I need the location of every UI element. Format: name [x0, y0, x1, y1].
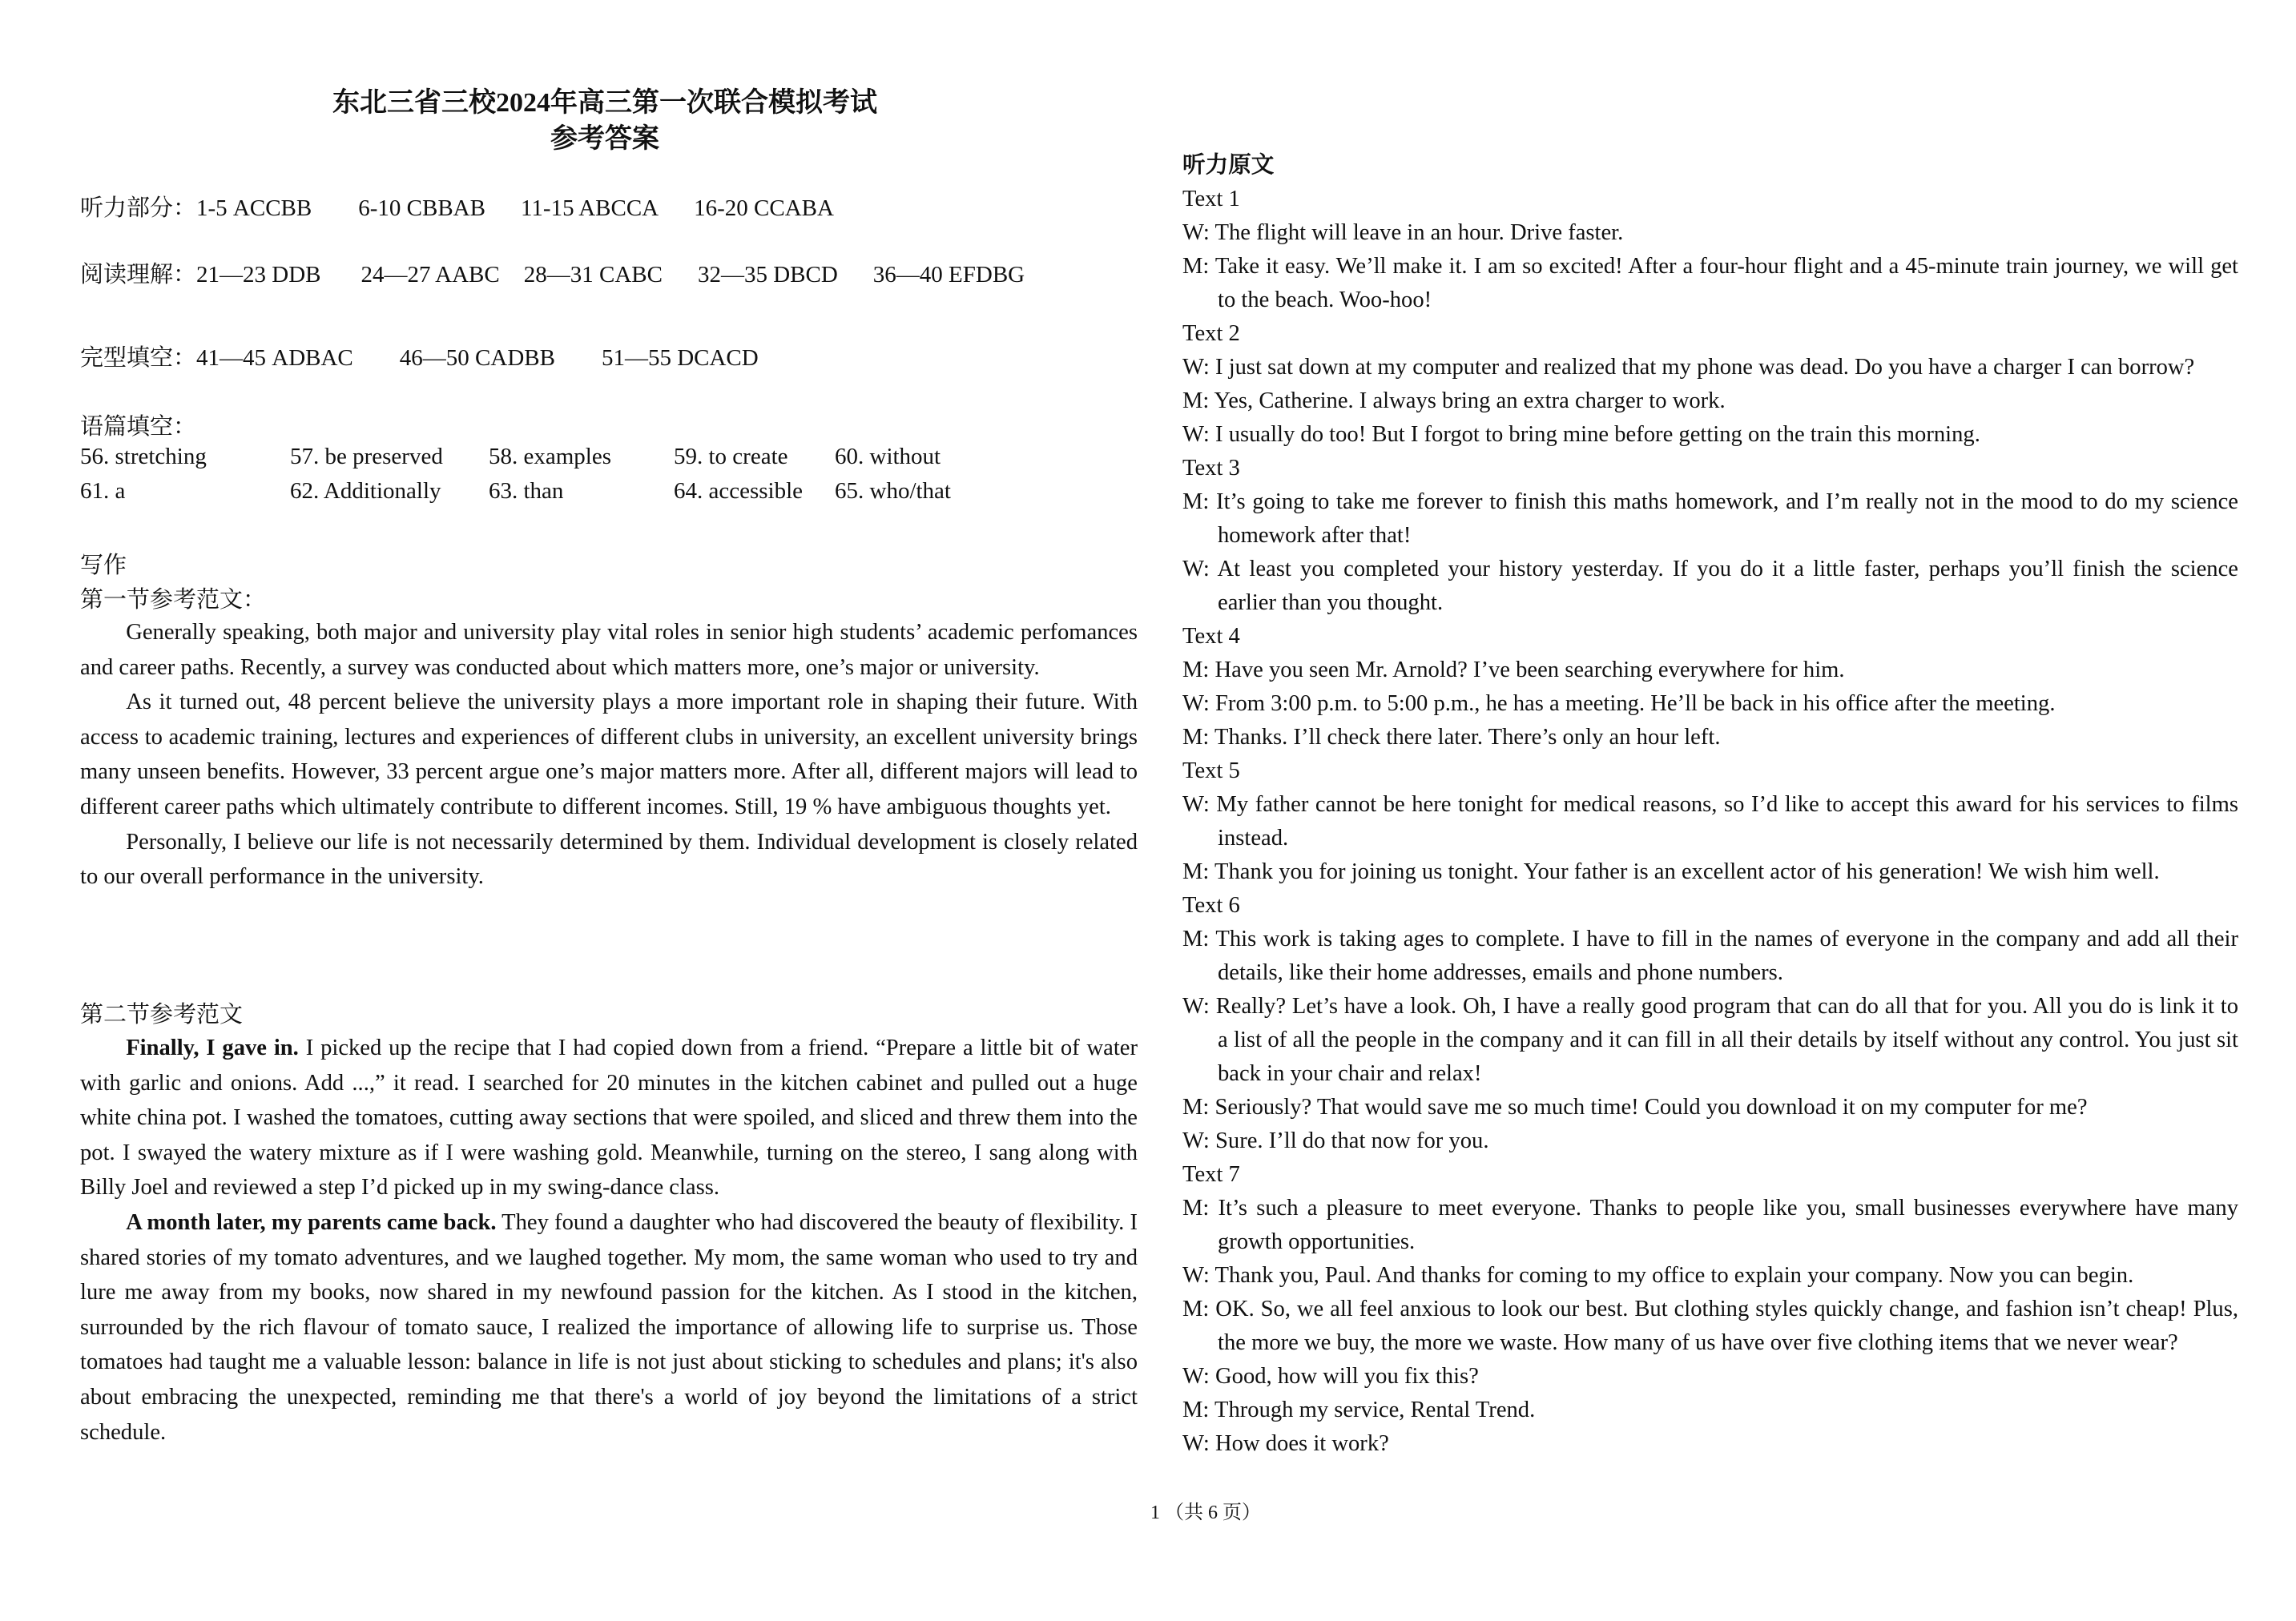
text-label: Text 7	[1182, 1162, 1240, 1187]
dialogue-line: W: The flight will leave in an hour. Drive faster.	[1182, 220, 1624, 245]
essay-paragraph	[80, 1031, 1138, 1205]
listening-transcript	[1182, 149, 2238, 1461]
answer-group: 6-10 CBBAB	[358, 195, 485, 221]
transcript-heading: 听力原文	[1182, 153, 1275, 178]
text-label: Text 2	[1182, 321, 1240, 346]
dialogue-line: W: Sure. I’ll do that now for you.	[1182, 1128, 1489, 1153]
answer-group: 24—27 AABC	[361, 262, 500, 288]
grammar-answer: 59. to create	[674, 444, 788, 469]
page-subtitle: 参考答案	[550, 124, 659, 154]
cloze-label: 完型填空：	[80, 345, 197, 371]
reading-label: 阅读理解：	[80, 262, 197, 288]
page-number: 1	[1150, 1502, 1160, 1523]
dialogue-line: W: I just sat down at my computer and realized that my phone was dead. Do you have a charger I can borrow?	[1182, 355, 2195, 380]
essay-section2	[80, 1031, 1138, 1450]
paragraph-body: They found a daughter who had discovered the beauty of flexibility. I shared stories of my tomato adventures, and we laughed together. My mom, the same woman who used to try and lure me away from my books, now shared in my newfound passion for the kitchen. As I stood in the kitchen, surrounded by the rich flavour of tomato sauce, I realized the importance of allowing life to surprise us. Those tomatoes had taught me a valuable lesson: balance in life is not just about sticking to schedules and plans; it's also about embracing the unexpected, reminding me that there's a world of joy beyond the limitations of a strict schedule.	[80, 1209, 1138, 1445]
grammar-answer: 57. be preserved	[290, 444, 443, 469]
answer-group: 16-20 CCABA	[694, 195, 834, 221]
essay-paragraph	[80, 1205, 1138, 1450]
page-footer	[1150, 1496, 1261, 1524]
dialogue-line: M: This work is taking ages to complete. I have to fill in the names of everyone in the company and add all their details, like their home addresses, emails and phone numbers.	[1182, 927, 2238, 985]
answer-group: 32—35 DBCD	[697, 262, 838, 288]
text-label: Text 5	[1182, 758, 1240, 783]
paragraph-lead: Finally, I gave in.	[126, 1036, 299, 1060]
grammar-answer: 63. than	[489, 478, 564, 504]
answer-group: 51—55 DCACD	[601, 345, 759, 371]
dialogue-line: W: At least you completed your history yesterday. If you do it a little faster, perhaps you’ll finish the science earlier than you thought.	[1182, 557, 2238, 615]
grammar-answer: 64. accessible	[674, 478, 804, 504]
text-label: Text 6	[1182, 893, 1240, 918]
reading-answers	[80, 256, 1025, 289]
dialogue-line: M: Have you seen Mr. Arnold? I’ve been searching everywhere for him.	[1182, 658, 1845, 682]
page-title: 东北三省三校2024年高三第一次联合模拟考试	[332, 88, 877, 118]
essay-paragraph: As it turned out, 48 percent believe the university plays a more important role in shaping their future. With access to academic training, lectures and experiences of different clubs in university, an excellent university brings many unseen benefits. However, 33 percent argue one’s major matters more. After all, different majors will lead to different career paths which ultimately contribute to different incomes. Still, 19 % have ambiguous thoughts yet.	[80, 690, 1138, 819]
grammar-answer: 61. a	[80, 478, 126, 504]
text-label: Text 3	[1182, 456, 1240, 481]
dialogue-line: M: It’s going to take me forever to finish this maths homework, and I’m really not in the mood to do my science homework after that!	[1182, 489, 2238, 548]
dialogue-line: M: Yes, Catherine. I always bring an extra charger to work.	[1182, 388, 1726, 413]
answer-group: 41—45 ADBAC	[196, 345, 353, 371]
grammar-answer: 65. who/that	[835, 478, 951, 504]
writing-section1-heading: 第一节参考范文：	[80, 587, 267, 613]
essay-paragraph: Personally, I believe our life is not necessarily determined by them. Individual development is closely related to our overall performance in the university.	[80, 829, 1138, 890]
grammar-answer: 56. stretching	[80, 444, 207, 469]
essay-section1	[80, 615, 1138, 895]
grammar-answer: 58. examples	[489, 444, 612, 469]
answer-group: 28—31 CABC	[523, 262, 663, 288]
dialogue-line: W: I usually do too! But I forgot to bring mine before getting on the train this morning.	[1182, 422, 1980, 447]
dialogue-line: W: How does it work?	[1182, 1431, 1389, 1456]
writing-section2-heading: 第二节参考范文	[80, 1002, 244, 1028]
page-total: （共 6 页）	[1165, 1502, 1261, 1523]
answer-group: 36—40 EFDBG	[872, 262, 1025, 288]
grammar-label: 语篇填空：	[80, 414, 197, 440]
dialogue-line: W: Really? Let’s have a look. Oh, I have a really good program that can do all that for you. All you do is link it to a list of all the people in the company and it can fill in all their details by itself without any control. You just sit back in your chair and relax!	[1182, 994, 2238, 1086]
dialogue-line: W: Good, how will you fix this?	[1182, 1364, 1479, 1389]
grammar-answer: 62. Additionally	[290, 478, 441, 504]
answer-group: 21—23 DDB	[196, 262, 321, 288]
dialogue-line: M: Seriously? That would save me so much time! Could you download it on my computer for me?	[1182, 1095, 2088, 1120]
text-label: Text 4	[1182, 624, 1240, 649]
answer-group: 1-5 ACCBB	[196, 195, 312, 221]
dialogue-line: M: It’s such a pleasure to meet everyone. Thanks to people like you, small businesses everywhere have many growth opportunities.	[1182, 1196, 2238, 1254]
dialogue-line: W: My father cannot be here tonight for medical reasons, so I’d like to accept this award for his services to films instead.	[1182, 792, 2238, 851]
dialogue-line: M: Thanks. I’ll check there later. There’s only an hour left.	[1182, 725, 1721, 750]
text-label: Text 1	[1182, 187, 1240, 211]
listening-answers	[80, 190, 834, 223]
dialogue-line: M: Take it easy. We’ll make it. I am so excited! After a four-hour flight and a 45-minute train journey, we will get to the beach. Woo-hoo!	[1182, 254, 2238, 312]
dialogue-line: M: Thank you for joining us tonight. Your father is an excellent actor of his generation! We wish him well.	[1182, 859, 2160, 884]
grammar-answer: 60. without	[835, 444, 941, 469]
dialogue-line: M: Through my service, Rental Trend.	[1182, 1398, 1536, 1422]
paragraph-body: I picked up the recipe that I had copied down from a friend. “Prepare a little bit of water with garlic and onions. Add ...,” it read. I searched for 20 minutes in the kitchen cabinet and pulled out a huge white china pot. I washed the tomatoes, cutting away sections that were spoiled, and sliced and threw them into the pot. I swayed the watery mixture as if I were washing gold. Meanwhile, turning on the stereo, I sang along with Billy Joel and reviewed a step I’d picked up in my swing-dance class.	[80, 1036, 1138, 1201]
dialogue-line: M: OK. So, we all feel anxious to look our best. But clothing styles quickly change, and fashion isn’t cheap! Plus, the more we buy, the more we waste. How many of us have over five clothing items that we never wear?	[1182, 1297, 2238, 1355]
paragraph-lead: A month later, my parents came back.	[126, 1209, 497, 1235]
dialogue-line: W: From 3:00 p.m. to 5:00 p.m., he has a meeting. He’ll be back in his office after the meeting.	[1182, 691, 2056, 716]
answer-group: 11-15 ABCCA	[520, 195, 659, 221]
cloze-answers	[80, 340, 759, 372]
dialogue-line: W: Thank you, Paul. And thanks for coming to my office to explain your company. Now you can begin.	[1182, 1263, 2134, 1288]
writing-label: 写作	[80, 553, 127, 578]
answer-group: 46—50 CADBB	[399, 345, 555, 371]
listening-label: 听力部分：	[80, 195, 197, 221]
essay-paragraph: Generally speaking, both major and university play vital roles in senior high students’ academic perfomances and career paths. Recently, a survey was conducted about which matters more, one’s major or university.	[80, 620, 1138, 680]
